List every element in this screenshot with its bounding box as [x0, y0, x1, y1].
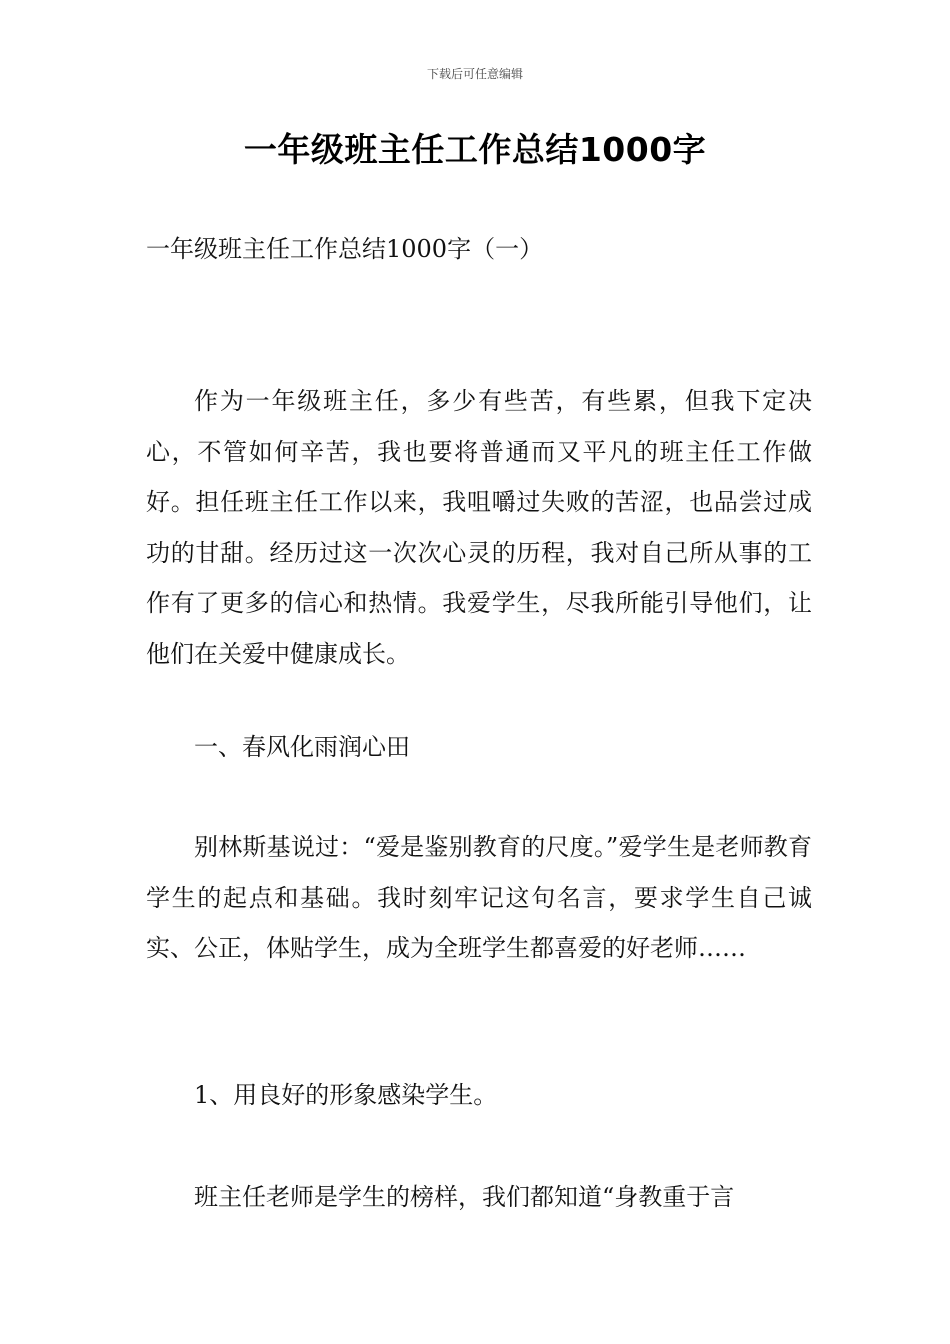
document-subtitle: 一年级班主任工作总结1000字（一） [146, 235, 544, 263]
header-note: 下载后可任意编辑 [426, 67, 523, 81]
section-heading: 一、春风化雨润心田 [194, 733, 410, 761]
document-title: 一年级班主任工作总结1000字 [243, 130, 707, 169]
subsection-paragraph: 班主任老师是学生的榜样，我们都知道“身教重于言 [194, 1183, 735, 1211]
section-paragraph: 别林斯基说过：“爱是鉴别教育的尺度。”爱学生是老师教育学生的起点和基础。我时刻牢记这句名言，要求学生自己诚实、公正，体贴学生，成为全班学生都喜爱的好老师…… [146, 833, 812, 962]
subsection-heading: 1、用良好的形象感染学生。 [194, 1081, 498, 1109]
intro-paragraph: 作为一年级班主任，多少有些苦，有些累，但我下定决心，不管如何辛苦，我也要将普通而又平凡的班主任工作做好。担任班主任工作以来，我咀嚼过失败的苦涩，也品尝过成功的甘甜。经历过这一次次心灵的历程，我对自己所从事的工作有了更多的信心和热情。我爱学生，尽我所能引导他们，让他们在关爱中健康成长。 [146, 387, 812, 668]
